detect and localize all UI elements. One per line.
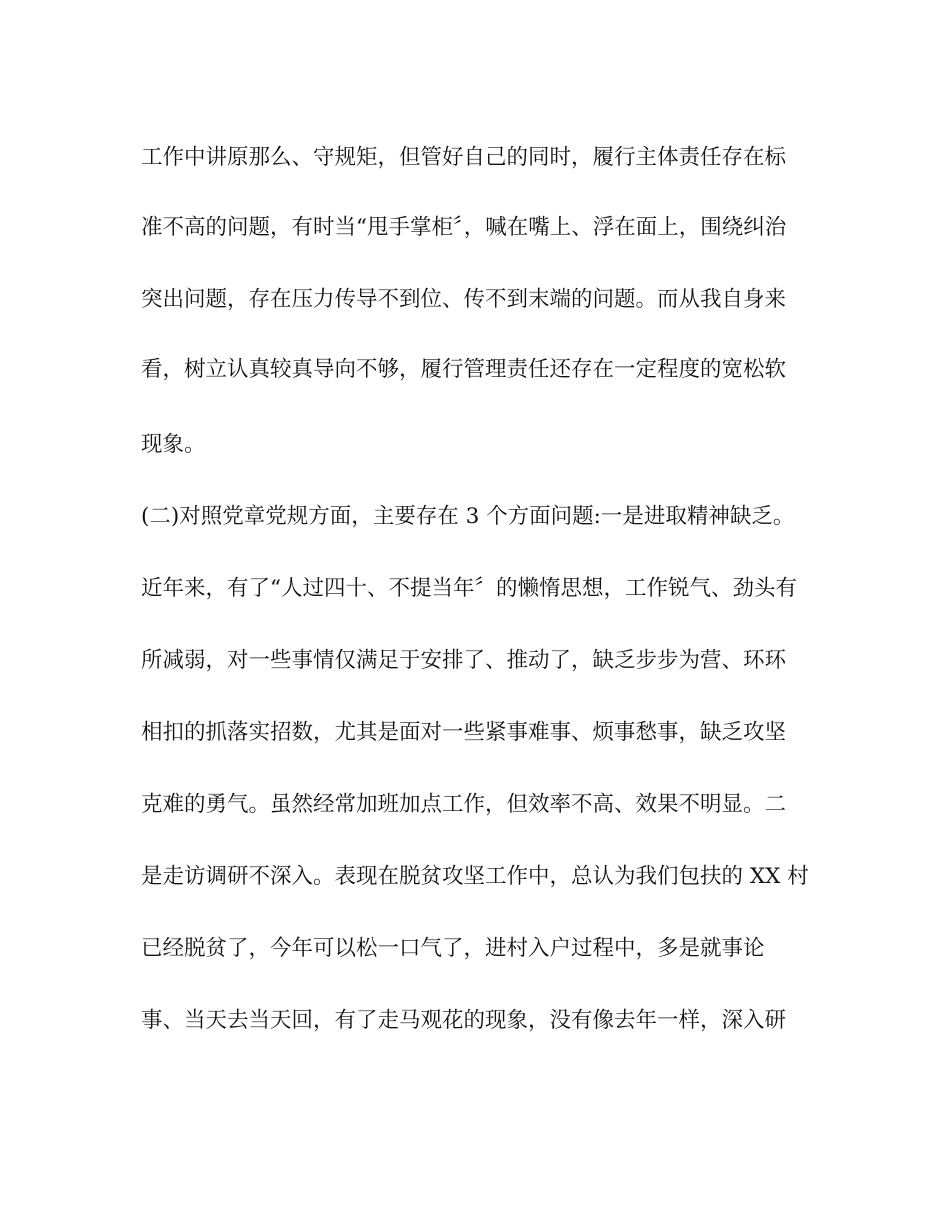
text-line-4: 看，树立认真较真导向不够，履行管理责任还存在一定程度的宽松软 bbox=[141, 357, 787, 382]
text-line-10: 克难的勇气。虽然经常加班加点工作，但效率不高、效果不明显。二 bbox=[141, 792, 787, 817]
text-line-8: 所减弱，对一些事情仅满足于安排了、推动了，缺乏步步为营、环环 bbox=[141, 648, 787, 673]
text-line-5: 现象。 bbox=[141, 432, 206, 457]
text-line-1: 工作中讲原那么、守规矩，但管好自己的同时，履行主体责任存在标 bbox=[141, 145, 787, 170]
text-line-3: 突出问题，存在压力传导不到位、传不到末端的问题。而从我自身来 bbox=[141, 287, 787, 312]
text-line-13: 事、当天去当天回，有了走马观花的现象，没有像去年一样，深入研 bbox=[141, 1008, 787, 1033]
text-line-7: 近年来，有了“人过四十、不提当年〞的懒惰思想，工作锐气、劲头有 bbox=[141, 576, 797, 601]
text-line-6: (二)对照党章党规方面，主要存在 3 个方面问题:一是进取精神缺乏。 bbox=[141, 504, 795, 529]
text-line-12: 已经脱贫了，今年可以松一口气了，进村入户过程中，多是就事论 bbox=[141, 936, 765, 961]
text-line-2: 准不高的问题，有时当“甩手掌柜〞，喊在嘴上、浮在面上，围绕纠治 bbox=[141, 215, 787, 240]
text-line-11: 是走访调研不深入。表现在脱贫攻坚工作中，总认为我们包扶的 XX 村 bbox=[141, 864, 809, 889]
text-line-9: 相扣的抓落实招数，尤其是面对一些紧事难事、烦事愁事，缺乏攻坚 bbox=[141, 720, 787, 745]
